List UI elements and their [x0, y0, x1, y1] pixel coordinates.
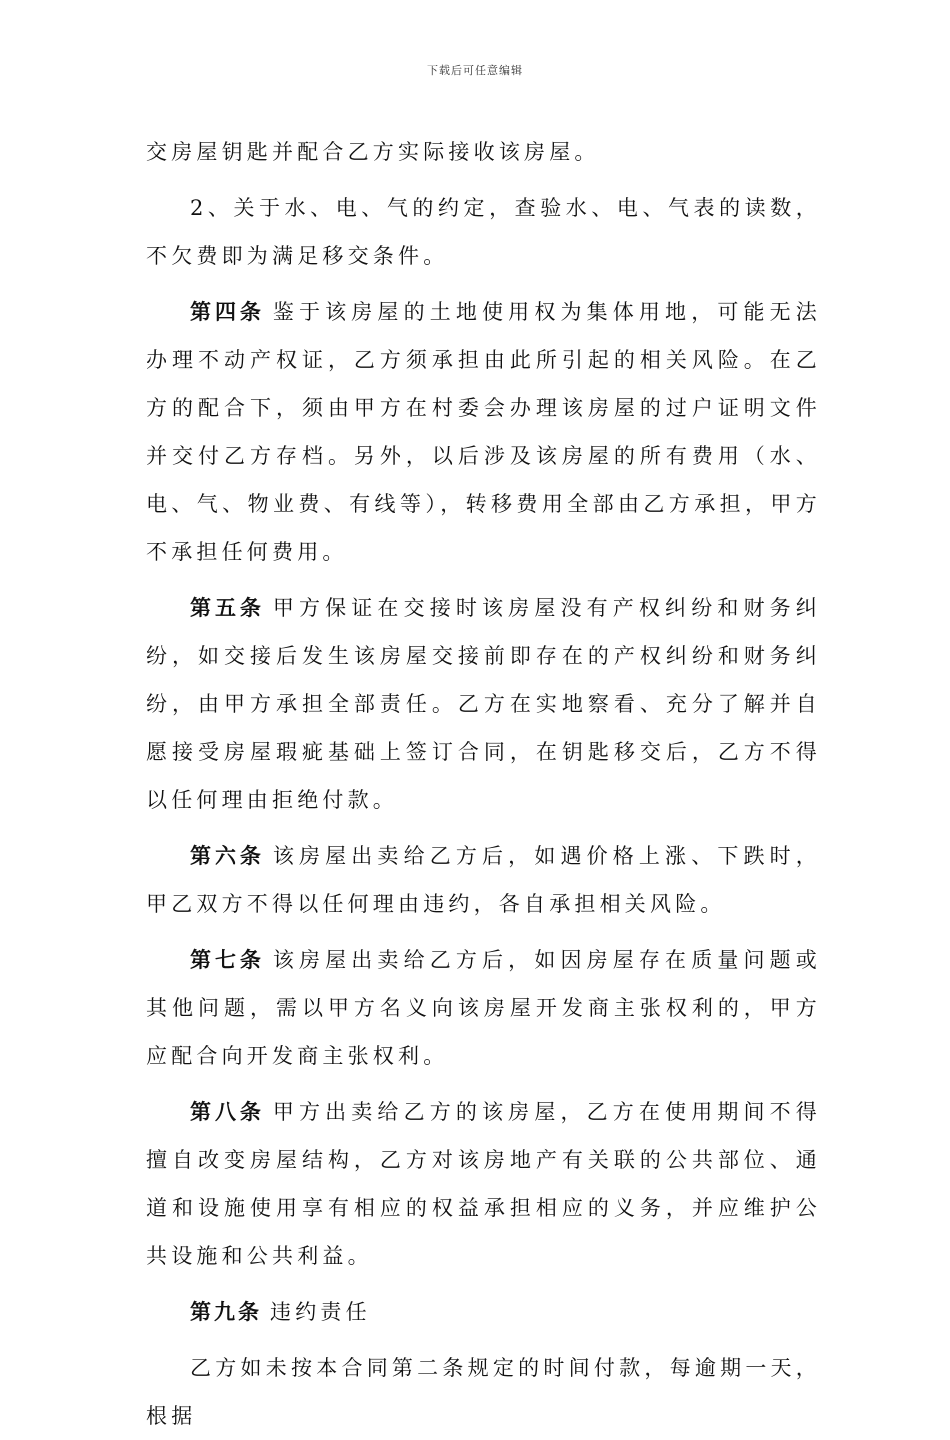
article-number: 第六条 [190, 843, 265, 868]
paragraph-article-7 [146, 936, 821, 1080]
document-body [146, 128, 821, 1440]
article-number: 第四条 [190, 299, 265, 324]
paragraph-text: 交房屋钥匙并配合乙方实际接收该房屋。 [146, 140, 600, 164]
paragraph-text: 该房屋出卖给乙方后，如因房屋存在质量问题或其他问题，需以甲方名义向该房屋开发商主张权利的，甲方应配合向开发商主张权利。 [146, 948, 821, 1068]
paragraph-text: 甲方出卖给乙方的该房屋，乙方在使用期间不得擅自改变房屋结构，乙方对该房地产有关联的公共部位、通道和设施使用享有相应的权益承担相应的义务，并应维护公共设施和公共利益。 [146, 1100, 821, 1268]
paragraph-text: 2、关于水、电、气的约定，查验水、电、气表的读数，不欠费即为满足移交条件。 [146, 196, 821, 268]
paragraph-late-payment [146, 1344, 821, 1440]
article-number: 第五条 [190, 595, 265, 620]
paragraph-article-8 [146, 1088, 821, 1280]
paragraph-text: 鉴于该房屋的土地使用权为集体用地，可能无法办理不动产权证，乙方须承担由此所引起的相关风险。在乙方的配合下，须由甲方在村委会办理该房屋的过户证明文件并交付乙方存档。另外，以后涉及该房屋的所有费用（水、电、气、物业费、有线等），转移费用全部由乙方承担，甲方不承担任何费用。 [146, 300, 821, 564]
paragraph-text: 该房屋出卖给乙方后，如遇价格上涨、下跌时，甲乙双方不得以任何理由违约，各自承担相关风险。 [146, 844, 821, 916]
paragraph-text: 违约责任 [270, 1300, 371, 1324]
paragraph-article-5 [146, 584, 821, 824]
article-number: 第七条 [190, 947, 265, 972]
paragraph-text: 甲方保证在交接时该房屋没有产权纠纷和财务纠纷，如交接后发生该房屋交接前即存在的产权纠纷和财务纠纷，由甲方承担全部责任。乙方在实地察看、充分了解并自愿接受房屋瑕疵基础上签订合同，在钥匙移交后，乙方不得以任何理由拒绝付款。 [146, 596, 821, 812]
paragraph-continuation [146, 128, 821, 176]
paragraph-utilities-clause [146, 184, 821, 280]
paragraph-article-6 [146, 832, 821, 928]
page-header-note: 下载后可任意编辑 [427, 64, 523, 77]
article-number: 第八条 [190, 1099, 265, 1124]
paragraph-text: 乙方如未按本合同第二条规定的时间付款，每逾期一天，根据 [146, 1356, 821, 1428]
paragraph-article-9 [146, 1288, 821, 1336]
paragraph-article-4 [146, 288, 821, 576]
article-number: 第九条 [190, 1299, 262, 1324]
